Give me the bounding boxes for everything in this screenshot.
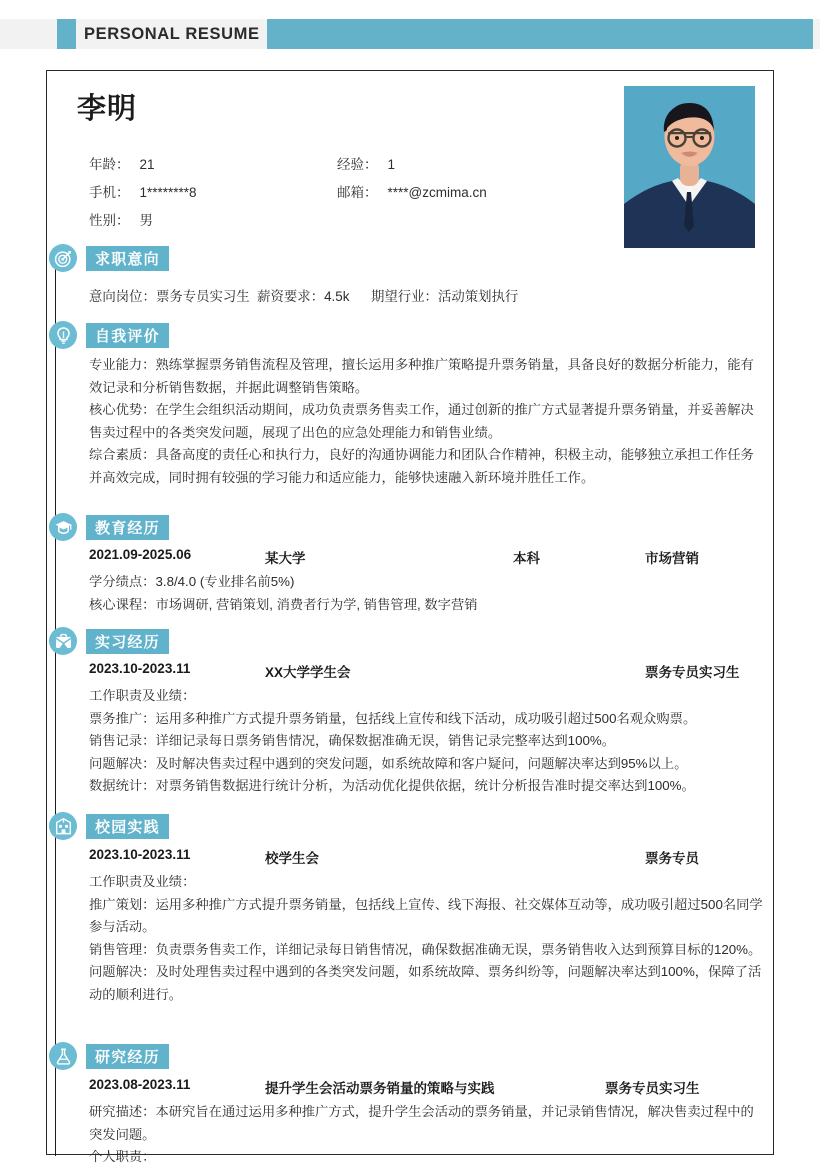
self-eval-paragraph: 综合素质：具备高度的责任心和执行力，良好的沟通协调能力和团队合作精神，积极主动，能够独立承担工作任务并高效完成，同时拥有较强的学习能力和适应能力，能够快速融入新环境并胜任工作。 [89,447,754,485]
avatar [624,86,755,248]
education-school: 某大学 [265,551,306,566]
research-entry-header [89,1077,700,1097]
info-label: 经验： [337,157,378,172]
education-degree: 本科 [513,551,540,566]
info-label: 性别： [89,213,130,228]
target-icon [49,244,77,272]
section-badge-intent [86,246,169,271]
intent-industry-value: 活动策划执行 [437,289,519,304]
info-label: 年龄： [89,157,130,172]
intent-industry-label: 期望行业： [371,289,438,304]
campus-role: 票务专员 [645,851,699,866]
section-badge-education [86,515,169,540]
lightbulb-icon [49,321,77,349]
info-label: 邮箱： [337,185,378,200]
research-detail: 个人职责： [89,1149,156,1165]
internship-entry-header [89,661,740,681]
info-value: 21 [139,157,155,172]
education-body [89,571,759,616]
info-field-email [337,181,487,201]
section-label: 研究经历 [95,1049,160,1066]
section-badge-campus [86,814,169,839]
campus-body [89,871,767,1007]
education-detail: 学分绩点：3.8/4.0 (专业排名前5%) [89,574,295,589]
info-label: 手机： [89,185,130,200]
research-body [89,1101,767,1169]
page-title: PERSONAL RESUME [84,24,260,43]
section-label: 求职意向 [95,251,160,268]
research-role: 票务专员实习生 [605,1081,700,1096]
intent-position-value: 票务专员实习生 [155,289,250,304]
intent-position-label: 意向岗位： [89,289,156,304]
research-topic: 提升学生会活动票务销量的策略与实践 [265,1081,495,1096]
campus-org: 校学生会 [265,851,319,866]
campus-entry-header [89,847,699,867]
info-value: 1********8 [139,185,197,200]
internship-role: 票务专员实习生 [645,665,740,680]
campus-detail: 销售管理：负责票务售卖工作，详细记录每日销售情况，确保数据准确无误，票务销售收入达到预算目标的120%。 [89,941,762,957]
research-detail: 研究描述：本研究旨在通过运用多种推广方式，提升学生会活动的票务销量，并记录销售情况，解决售卖过程中的突发问题。 [89,1104,754,1142]
self-eval-body [89,354,759,490]
education-entry-header [89,547,699,567]
candidate-name: 李明 [77,93,138,125]
info-value: 1 [387,157,396,172]
section-label: 教育经历 [95,520,160,537]
info-field-phone [89,181,337,201]
info-row [89,205,609,233]
header-title-plate [76,19,267,49]
campus-detail: 问题解决：及时处理售卖过程中遇到的各类突发问题，如系统故障、票务纠纷等，问题解决率达到100%，保障了活动的顺利进行。 [89,964,762,1002]
internship-detail: 销售记录：详细记录每日票务销售情况，确保数据准确无误，销售记录完整率达到100%。 [89,733,615,749]
section-badge-internship [86,629,169,654]
internship-detail: 问题解决：及时解决售卖过程中遇到的突发问题，如系统故障和客户疑问，问题解决率达到95%以上。 [89,755,688,771]
education-major: 市场营销 [645,551,699,566]
section-label: 校园实践 [95,819,160,836]
internship-detail: 票务推广：运用多种推广方式提升票务销量，包括线上宣传和线下活动，成功吸引超过500名观众购票。 [89,710,697,726]
education-detail: 核心课程：市场调研, 营销策划, 消费者行为学, 销售管理, 数字营销 [89,596,478,612]
intent-salary-label: 薪资要求： [257,289,325,304]
info-value: ****@zcmima.cn [387,185,487,200]
briefcase-icon [49,627,77,655]
education-date: 2021.09-2025.06 [89,547,192,562]
flask-icon [49,1042,77,1070]
campus-date: 2023.10-2023.11 [89,847,191,862]
intent-details [89,286,518,305]
intent-position [89,286,371,305]
info-field-age [89,153,337,173]
section-badge-research [86,1044,169,1069]
graduation-cap-icon [49,513,77,541]
internship-detail: 工作职责及业绩： [89,688,196,703]
info-row [89,177,609,205]
info-row [89,149,609,177]
info-field-gender [89,209,337,229]
basic-info-grid [89,149,609,233]
campus-detail: 推广策划：运用多种推广方式提升票务销量，包括线上宣传、线下海报、社交媒体互动等，成功吸引超过500名同学参与活动。 [89,896,763,935]
research-date: 2023.08-2023.11 [89,1077,191,1092]
internship-body [89,685,767,798]
resume-card [46,70,774,1165]
intent-industry [371,286,518,305]
internship-date: 2023.10-2023.11 [89,661,191,676]
school-building-icon [49,812,77,840]
section-label: 自我评价 [95,328,160,345]
internship-detail: 数据统计：对票务销售数据进行统计分析，为活动优化提供依据，统计分析报告准时提交率达到100%。 [89,778,695,794]
campus-detail: 工作职责及业绩： [89,874,196,889]
info-value: 男 [139,213,153,228]
info-field-experience [337,153,395,173]
section-badge-self-eval [86,323,169,348]
timeline-rule [55,251,56,1156]
self-eval-paragraph: 专业能力：熟练掌握票务销售流程及管理，擅长运用多种推广策略提升票务销量，具备良好的数据分析能力，能有效记录和分析销售数据，并据此调整销售策略。 [89,357,754,395]
self-eval-paragraph: 核心优势：在学生会组织活动期间，成功负责票务售卖工作，通过创新的推广方式显著提升票务销量，并妥善解决售卖过程中的各类突发问题，展现了出色的应急处理能力和销售业绩。 [89,402,754,440]
intent-salary-value: 4.5k [324,289,350,304]
section-label: 实习经历 [95,634,160,651]
internship-org: XX大学学生会 [265,665,351,680]
